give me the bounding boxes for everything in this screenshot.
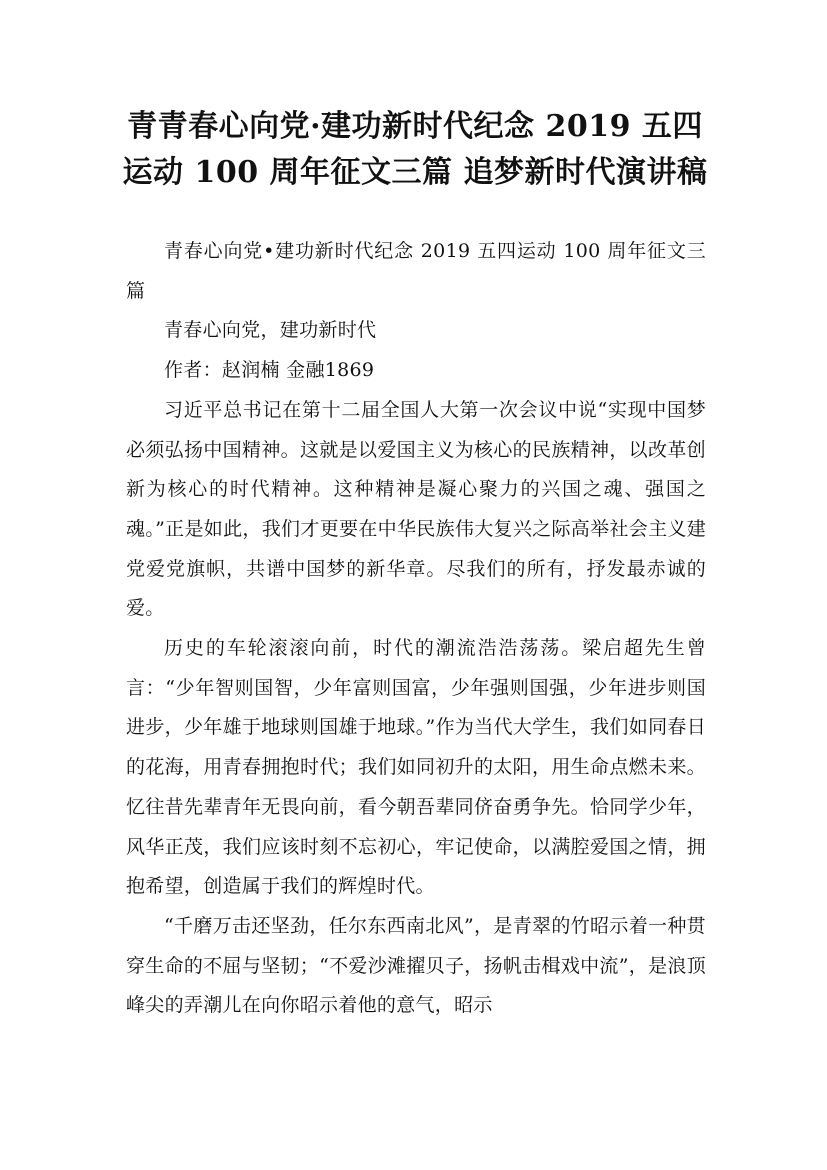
document-body: [126, 232, 706, 1026]
paragraph: 历史的车轮滚滚向前，时代的潮流浩浩荡荡。梁启超先生曾言：“少年智则国智，少年富则国富，少年强则国强，少年进步则国进步，少年雄于地球则国雄于地球。”作为当代大学生，我们如同春日的花海，用青春拥抱时代；我们如同初升的太阳，用生命点燃未来。忆往昔先辈青年无畏向前，看今朝吾辈同侪奋勇争先。恰同学少年，风华正茂，我们应该时刻不忘初心，牢记使命，以满腔爱国之情，拥抱希望，创造属于我们的辉煌时代。: [126, 637, 706, 898]
paragraph-heading: 青春心向党，建功新时代: [164, 319, 377, 342]
title-line-2: 运动 100 周年征文三篇 追梦新时代演讲稿: [122, 155, 708, 190]
paragraph: “千磨万击还坚劲，任尔东西南北风”，是青翠的竹昭示着一种贯穿生命的不屈与坚韧；“不爱沙滩擢贝子，扬帆击楫戏中流”，是浪顶峰尖的弄潮儿在向你昭示着他的意气，昭示: [126, 914, 706, 1017]
document-title: [100, 104, 730, 196]
title-line-1: 青青春心向党·建功新时代纪念 2019 五四: [127, 109, 703, 144]
paragraph-subtitle: 青春心向党•建功新时代纪念 2019 五四运动 100 周年征文三篇: [126, 240, 706, 302]
paragraph: 习近平总书记在第十二届全国人大第一次会议中说“实现中国梦必须弘扬中国精神。这就是以爱国主义为核心的民族精神，以改革创新为核心的时代精神。这种精神是凝心聚力的兴国之魂、强国之魂。”正是如此，我们才更要在中华民族伟大复兴之际高举社会主义建党爱党旗帜，共谱中国梦的新华章。尽我们的所有，抒发最赤诚的爱。: [126, 398, 706, 620]
paragraph-author: 作者：赵润楠 金融1869: [164, 359, 375, 382]
